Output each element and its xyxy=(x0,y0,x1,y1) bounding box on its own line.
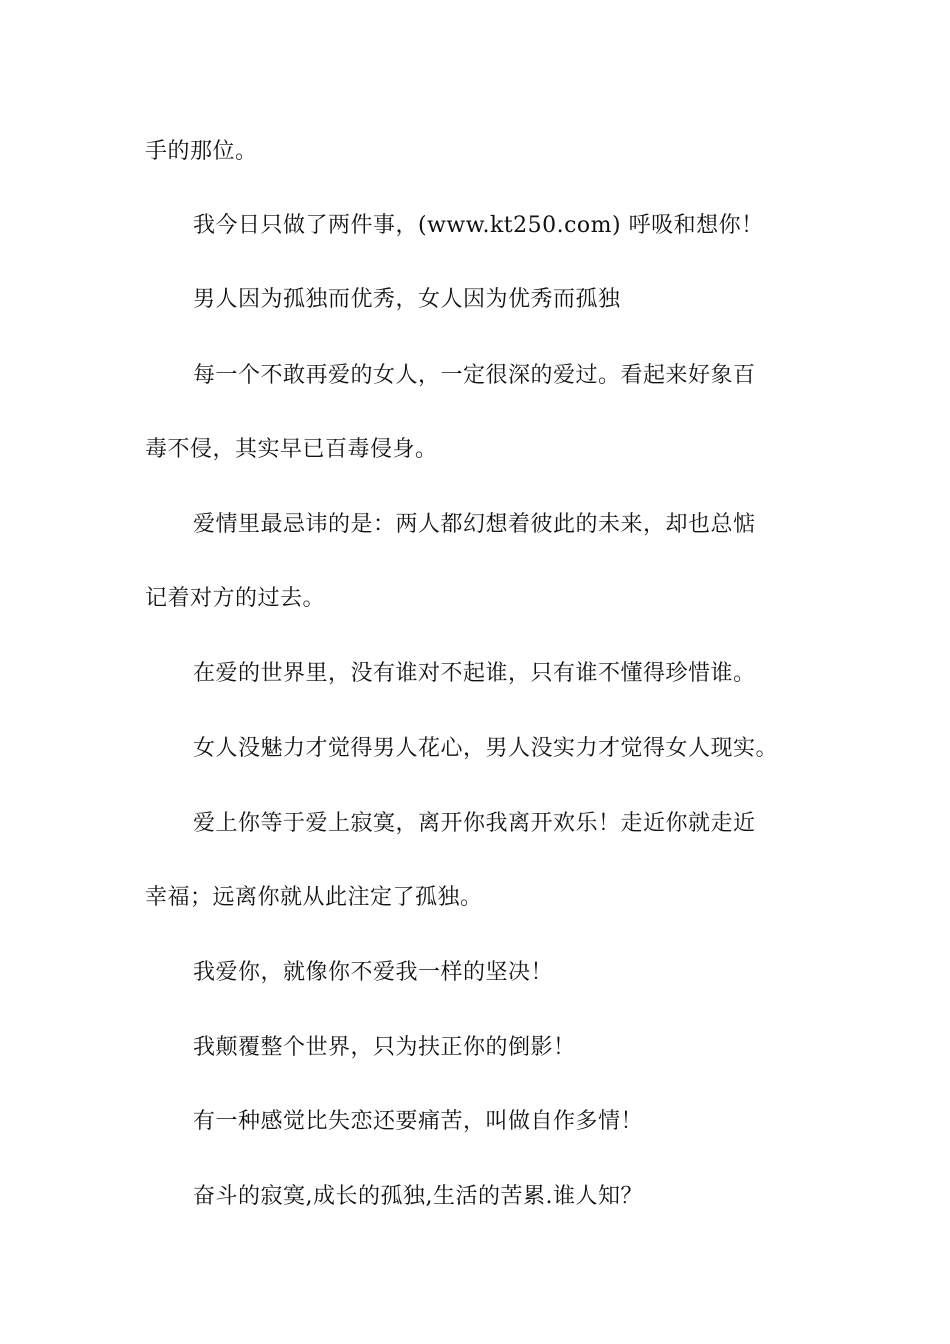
text-line: 在爱的世界里，没有谁对不起谁，只有谁不懂得珍惜谁。 xyxy=(193,661,756,686)
text-line: 每一个不敢再爱的女人，一定很深的爱过。看起来好象百 xyxy=(193,363,756,388)
text-line: 毒不侵，其实早已百毒侵身。 xyxy=(145,437,438,462)
text-line: 爱情里最忌讳的是：两人都幻想着彼此的未来，却也总惦 xyxy=(193,512,756,537)
text-line: 爱上你等于爱上寂寞，离开你我离开欢乐！走近你就走近 xyxy=(193,811,756,836)
text-line: 我今日只做了两件事，(www.kt250.com) 呼吸和想你！ xyxy=(193,213,764,238)
text-line: 奋斗的寂寞,成长的孤独,生活的苦累.谁人知？ xyxy=(193,1184,643,1209)
text-line: 记着对方的过去。 xyxy=(145,586,326,611)
text-line: 男人因为孤独而优秀，女人因为优秀而孤独 xyxy=(193,287,621,312)
text-line: 手的那位。 xyxy=(145,139,258,164)
text-line: 我爱你，就像你不爱我一样的坚决！ xyxy=(193,960,554,985)
text-line: 女人没魅力才觉得男人花心，男人没实力才觉得女人现实。 xyxy=(193,736,779,761)
text-line: 幸福；远离你就从此注定了孤独。 xyxy=(145,885,483,910)
text-line: 有一种感觉比失恋还要痛苦，叫做自作多情！ xyxy=(193,1109,644,1134)
text-line: 我颠覆整个世界，只为扶正你的倒影！ xyxy=(193,1035,576,1060)
